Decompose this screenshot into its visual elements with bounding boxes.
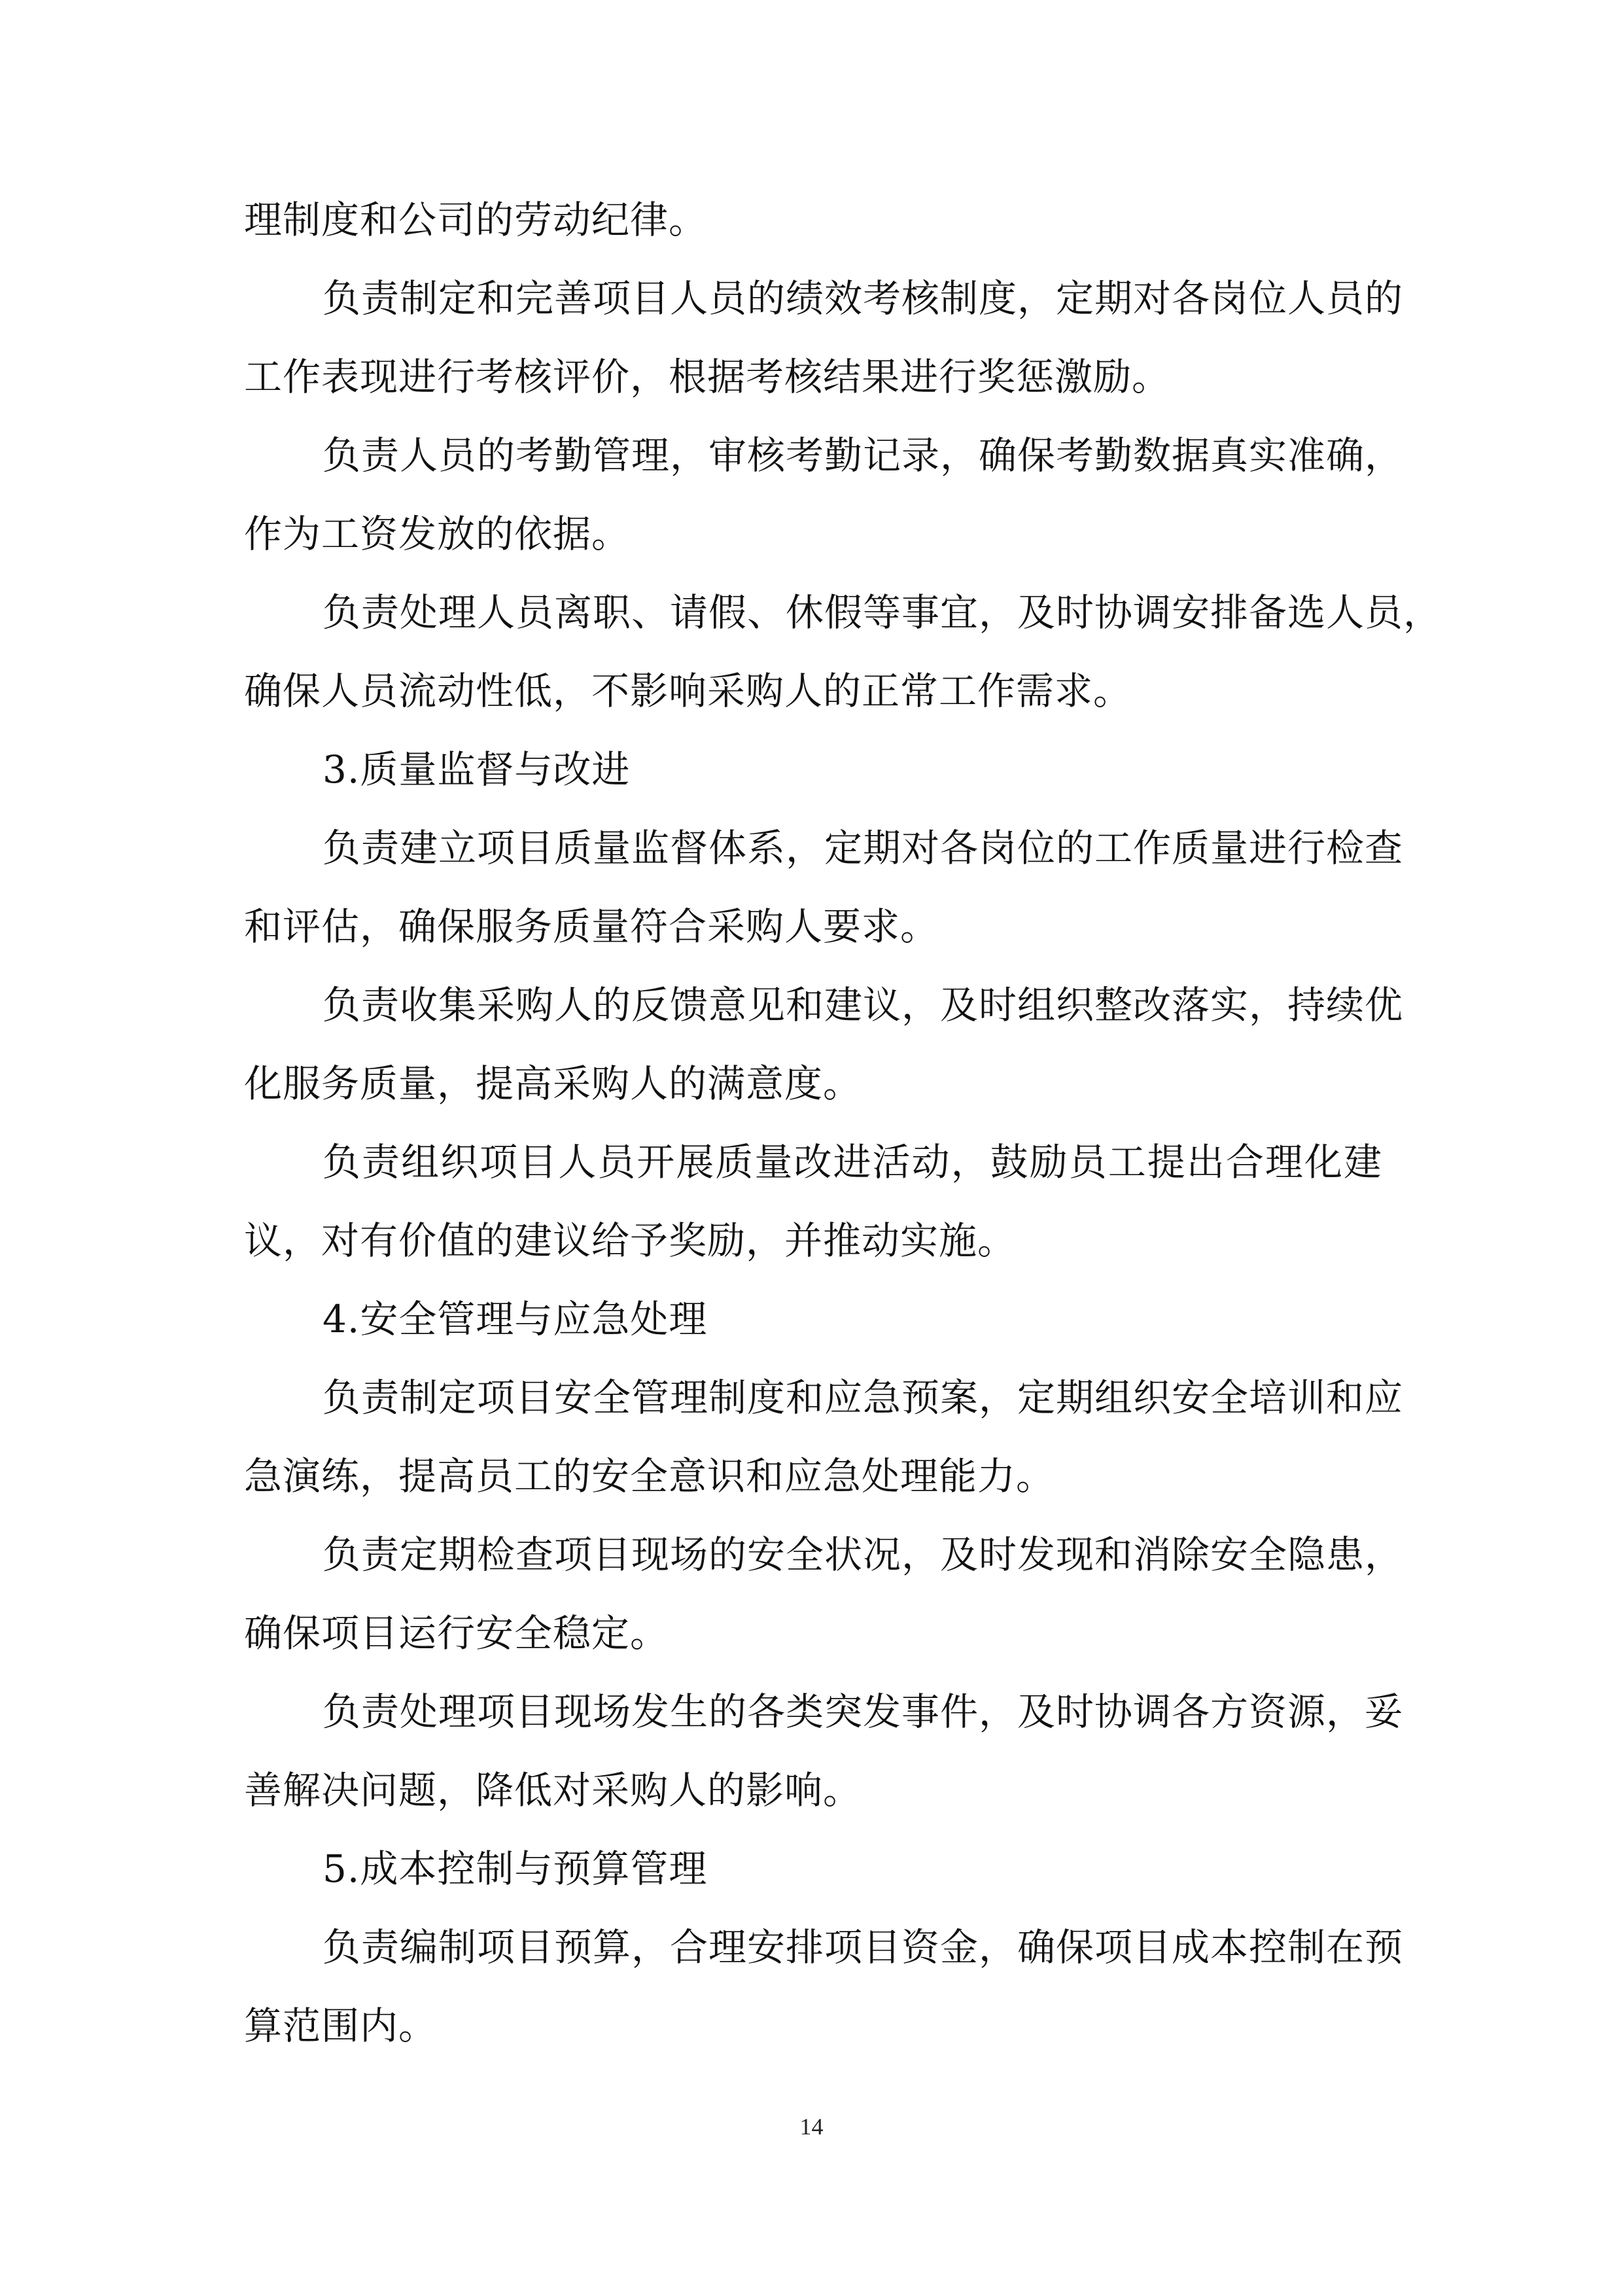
page-number: 14: [799, 2113, 824, 2140]
text-line: 算范围内。: [244, 2004, 438, 2048]
text-line: 负责建立项目质量监督体系，定期对各岗位的工作质量进行检查: [323, 826, 1404, 870]
text-line: 负责收集采购人的反馈意见和建议，及时组织整改落实，持续优: [323, 983, 1404, 1027]
text-line: 负责定期检查项目现场的安全状况，及时发现和消除安全隐患，: [323, 1532, 1404, 1577]
text-line: 急演练，提高员工的安全意识和应急处理能力。: [244, 1454, 1055, 1498]
text-line: 和评估，确保服务质量符合采购人要求。: [244, 904, 939, 949]
text-line: 确保项目运行安全稳定。: [244, 1611, 669, 1655]
text-line: 负责处理人员离职、请假、休假等事宜，及时协调安排备选人员，: [323, 590, 1442, 635]
section-heading: 4.安全管理与应急处理: [323, 1297, 708, 1341]
section-heading: 5.成本控制与预算管理: [323, 1846, 708, 1891]
text-line: 议，对有价值的建议给予奖励，并推动实施。: [244, 1218, 1017, 1263]
text-line: 作为工资发放的依据。: [244, 512, 631, 556]
text-line: 善解决问题，降低对采购人的影响。: [244, 1768, 862, 1812]
text-line: 负责人员的考勤管理，审核考勤记录，确保考勤数据真实准确，: [323, 433, 1404, 478]
text-line: 负责制定和完善项目人员的绩效考核制度，定期对各岗位人员的: [323, 276, 1404, 321]
text-line: 负责组织项目人员开展质量改进活动，鼓励员工提出合理化建: [323, 1140, 1382, 1184]
section-heading: 3.质量监督与改进: [323, 747, 631, 792]
text-line: 负责编制项目预算，合理安排项目资金，确保项目成本控制在预: [323, 1925, 1404, 1969]
text-line: 理制度和公司的劳动纪律。: [244, 198, 708, 242]
text-line: 化服务质量，提高采购人的满意度。: [244, 1061, 862, 1106]
text-line: 负责处理项目现场发生的各类突发事件，及时协调各方资源，妥: [323, 1689, 1404, 1734]
text-line: 负责制定项目安全管理制度和应急预案，定期组织安全培训和应: [323, 1375, 1404, 1420]
text-line: 确保人员流动性低，不影响采购人的正常工作需求。: [244, 669, 1132, 713]
text-line: 工作表现进行考核评价，根据考核结果进行奖惩激励。: [244, 355, 1171, 399]
